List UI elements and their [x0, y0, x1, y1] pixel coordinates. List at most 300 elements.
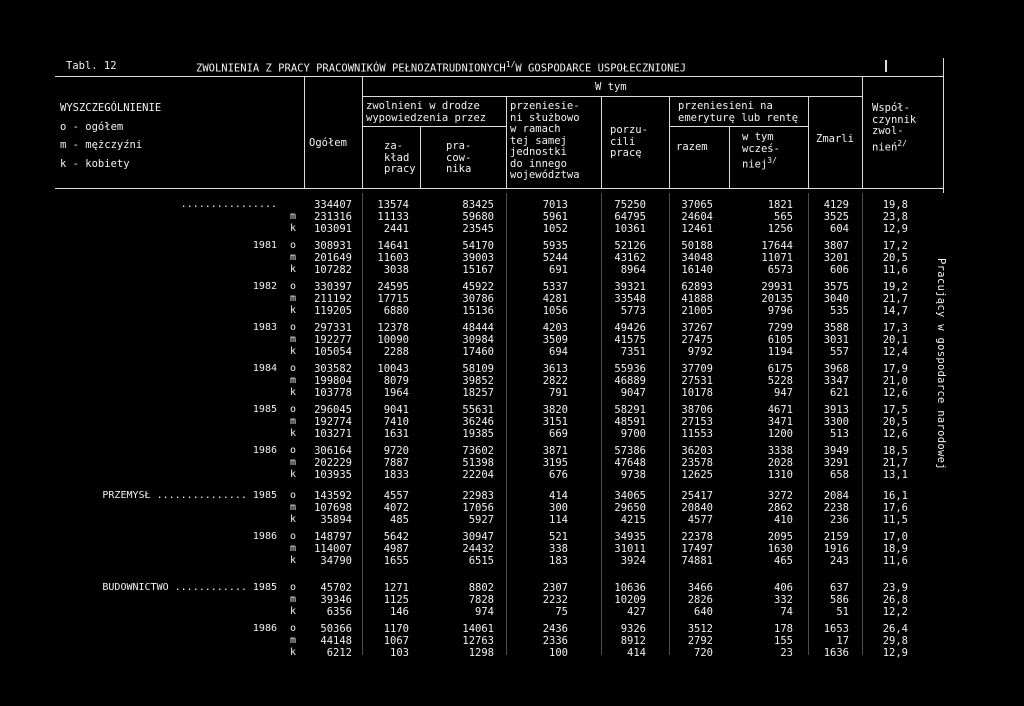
zaklad-line-2: kład	[384, 151, 410, 164]
row-type: m	[290, 416, 297, 427]
header-w-tym: W tym	[595, 81, 627, 93]
table-cell: 13,1	[882, 469, 908, 481]
table-cell: 1833	[383, 469, 409, 481]
table-cell: 64795	[614, 211, 646, 223]
wspolczynnik-word: nień	[872, 141, 898, 153]
row-label: 1986	[252, 623, 277, 634]
table-cell: 11,5	[882, 514, 908, 526]
table-cell: 658	[830, 469, 849, 481]
wspolczynnik-line-3: zwol-	[872, 125, 904, 137]
table-cell: 12,9	[882, 223, 908, 235]
table-cell: 1630	[767, 543, 793, 555]
table-cell: 25417	[681, 490, 713, 502]
table-cell: 338	[549, 543, 568, 555]
table-cell: 3871	[542, 445, 568, 457]
table-cell: 1631	[383, 428, 409, 440]
table-cell: 306164	[314, 445, 352, 457]
table-cell: 8964	[620, 264, 646, 276]
table-cell: 22983	[462, 490, 494, 502]
table-cell: 6356	[326, 606, 352, 618]
table-cell: 12378	[377, 322, 409, 334]
table-cell: 11133	[377, 211, 409, 223]
table-cell: 37267	[681, 322, 713, 334]
table-cell: 1056	[542, 305, 568, 317]
table-cell: 178	[774, 623, 793, 635]
table-cell: 485	[390, 514, 409, 526]
table-cell: 1125	[383, 594, 409, 606]
table-cell: 11,6	[882, 264, 908, 276]
table-cell: 1653	[823, 623, 849, 635]
table-cell: 12,6	[882, 387, 908, 399]
table-cell: 12625	[681, 469, 713, 481]
table-cell: 17	[836, 635, 849, 647]
table-cell: 4129	[823, 199, 849, 211]
table-cell: 9720	[383, 445, 409, 457]
porzucili-line-2: cili	[610, 135, 636, 148]
table-cell: 27531	[681, 375, 713, 387]
table-cell: 37065	[681, 199, 713, 211]
vrule-8	[808, 97, 809, 189]
row-label: 1986	[252, 445, 277, 456]
table-cell: 12,4	[882, 346, 908, 358]
table-cell: 17644	[761, 240, 793, 252]
table-cell: 691	[549, 264, 568, 276]
table-cell: 12,2	[882, 606, 908, 618]
table-cell: 1256	[767, 223, 793, 235]
table-cell: 3807	[823, 240, 849, 252]
row-type: k	[290, 514, 297, 525]
table-cell: 17460	[462, 346, 494, 358]
table-cell: 300	[549, 502, 568, 514]
row-type: m	[290, 502, 297, 513]
table-cell: 332	[774, 594, 793, 606]
table-cell: 39003	[462, 252, 494, 264]
table-cell: 5337	[542, 281, 568, 293]
table-cell: 2792	[687, 635, 713, 647]
table-cell: 694	[549, 346, 568, 358]
table-cell: 192774	[314, 416, 352, 428]
row-label: PRZEMYSŁ ............... 1985	[102, 490, 277, 501]
table-cell: 30947	[462, 531, 494, 543]
row-label: BUDOWNICTWO ............ 1985	[102, 582, 277, 593]
table-cell: 1200	[767, 428, 793, 440]
stub-header	[60, 103, 161, 170]
table-cell: 39852	[462, 375, 494, 387]
table-cell: 17,6	[882, 502, 908, 514]
table-cell: 29650	[614, 502, 646, 514]
table-cell: 3512	[687, 623, 713, 635]
table-cell: 10178	[681, 387, 713, 399]
table-cell: 3040	[823, 293, 849, 305]
table-cell: 3195	[542, 457, 568, 469]
row-type: k	[290, 606, 297, 617]
emerytura-line-1: przeniesieni na	[678, 100, 773, 112]
table-cell: 535	[830, 305, 849, 317]
table-cell: 74881	[681, 555, 713, 567]
table-cell: 24595	[377, 281, 409, 293]
table-cell: 7887	[383, 457, 409, 469]
table-cell: 3466	[687, 582, 713, 594]
zwolnieni-line-1: zwolnieni w drodze	[366, 100, 480, 112]
table-cell: 414	[627, 647, 646, 659]
table-cell: 199804	[314, 375, 352, 387]
row-type: m	[290, 457, 297, 468]
pracownika-line-1: pra-	[446, 140, 472, 152]
table-cell: 20840	[681, 502, 713, 514]
table-cell: 14061	[462, 623, 494, 635]
table-cell: 45702	[320, 582, 352, 594]
table-cell: 11553	[681, 428, 713, 440]
zaklad-line-3: pracy	[384, 163, 416, 175]
table-cell: 606	[830, 264, 849, 276]
table-cell: 3201	[823, 252, 849, 264]
table-cell: 3949	[823, 445, 849, 457]
table-cell: 3613	[542, 363, 568, 375]
table-cell: 8079	[383, 375, 409, 387]
table-cell: 10361	[614, 223, 646, 235]
table-cell: 5228	[767, 375, 793, 387]
table-cell: 2826	[687, 594, 713, 606]
table-cell: 24604	[681, 211, 713, 223]
table-cell: 146	[390, 606, 409, 618]
table-cell: 74	[780, 606, 793, 618]
table-cell: 17715	[377, 293, 409, 305]
body-separator	[862, 193, 863, 655]
table-cell: 46889	[614, 375, 646, 387]
table-cell: 8802	[468, 582, 494, 594]
vrule-right	[943, 58, 944, 193]
stub-legend-o: o - ogółem	[60, 120, 124, 133]
row-type: m	[290, 252, 297, 263]
table-cell: 6175	[767, 363, 793, 375]
row-type: o	[290, 281, 297, 292]
row-type: m	[290, 594, 297, 605]
table-cell: 9041	[383, 404, 409, 416]
table-cell: 791	[549, 387, 568, 399]
table-cell: 1271	[383, 582, 409, 594]
table-cell: 24432	[462, 543, 494, 555]
table-cell: 57386	[614, 445, 646, 457]
row-type: m	[290, 293, 297, 304]
table-cell: 6573	[767, 264, 793, 276]
page-mark	[885, 60, 887, 72]
table-cell: 12,9	[882, 647, 908, 659]
row-type: o	[290, 623, 297, 634]
table-cell: 36203	[681, 445, 713, 457]
table-cell: 5773	[620, 305, 646, 317]
table-cell: 183	[549, 555, 568, 567]
table-cell: 114007	[314, 543, 352, 555]
stub-title: WYSZCZEGÓLNIENIE	[60, 102, 162, 114]
header-wspolczynnik	[872, 103, 916, 154]
table-cell: 4215	[620, 514, 646, 526]
table-cell: 1821	[767, 199, 793, 211]
table-cell: 51	[836, 606, 849, 618]
table-title-text-2: W GOSPODARCE USPOŁECZNIONEJ	[515, 62, 687, 75]
table-cell: 11071	[761, 252, 793, 264]
table-cell: 2441	[383, 223, 409, 235]
row-type: m	[290, 635, 297, 646]
table-cell: 155	[774, 635, 793, 647]
table-cell: 107698	[314, 502, 352, 514]
table-cell: 20,1	[882, 334, 908, 346]
table-cell: 29931	[761, 281, 793, 293]
table-cell: 100	[549, 647, 568, 659]
table-cell: 2095	[767, 531, 793, 543]
table-cell: 3038	[383, 264, 409, 276]
table-cell: 9792	[687, 346, 713, 358]
table-cell: 39321	[614, 281, 646, 293]
row-type: k	[290, 223, 297, 234]
table-cell: 9326	[620, 623, 646, 635]
table-cell: 5244	[542, 252, 568, 264]
table-cell: 41888	[681, 293, 713, 305]
table-cell: 2336	[542, 635, 568, 647]
porzucili-line-1: porzu-	[610, 124, 648, 136]
header-top-rule	[55, 76, 943, 77]
table-cell: 10043	[377, 363, 409, 375]
table-cell: 21005	[681, 305, 713, 317]
table-cell: 18257	[462, 387, 494, 399]
table-cell: 103935	[314, 469, 352, 481]
table-cell: 103	[390, 647, 409, 659]
table-cell: 1067	[383, 635, 409, 647]
table-cell: 105054	[314, 346, 352, 358]
wczesniej-line-3	[742, 155, 780, 171]
table-cell: 20135	[761, 293, 793, 305]
table-cell: 27475	[681, 334, 713, 346]
header-zmarli: Zmarli	[816, 133, 854, 145]
table-cell: 58291	[614, 404, 646, 416]
table-cell: 3338	[767, 445, 793, 457]
table-cell: 7351	[620, 346, 646, 358]
table-cell: 23	[780, 647, 793, 659]
table-cell: 4671	[767, 404, 793, 416]
przeniesieni-line-5: jednostki	[510, 146, 567, 158]
table-cell: 5961	[542, 211, 568, 223]
table-cell: 3300	[823, 416, 849, 428]
table-cell: 637	[830, 582, 849, 594]
table-cell: 17056	[462, 502, 494, 514]
table-cell: 6515	[468, 555, 494, 567]
row-type: k	[290, 264, 297, 275]
side-caption: Pracujący w gospodarce narodowej	[935, 258, 947, 470]
table-cell: 720	[694, 647, 713, 659]
table-cell: 513	[830, 428, 849, 440]
table-cell: 2307	[542, 582, 568, 594]
row-type: k	[290, 387, 297, 398]
table-cell: 410	[774, 514, 793, 526]
table-cell: 26,4	[882, 623, 908, 635]
table-cell: 119205	[314, 305, 352, 317]
table-cell: 17,3	[882, 322, 908, 334]
table-cell: 465	[774, 555, 793, 567]
table-cell: 192277	[314, 334, 352, 346]
przeniesieni-line-6: do innego	[510, 157, 567, 170]
table-cell: 243	[830, 555, 849, 567]
table-cell: 9047	[620, 387, 646, 399]
table-cell: 3471	[767, 416, 793, 428]
table-cell: 303582	[314, 363, 352, 375]
table-cell: 4072	[383, 502, 409, 514]
table-cell: 12,6	[882, 428, 908, 440]
vrule-2	[362, 77, 363, 189]
table-cell: 31011	[614, 543, 646, 555]
table-cell: 3031	[823, 334, 849, 346]
table-cell: 13574	[377, 199, 409, 211]
table-cell: 19385	[462, 428, 494, 440]
table-cell: 297331	[314, 322, 352, 334]
table-cell: 54170	[462, 240, 494, 252]
porzucili-line-3: pracę	[610, 147, 642, 159]
table-cell: 334407	[314, 199, 352, 211]
header-razem: razem	[676, 141, 708, 153]
table-cell: 19,2	[882, 281, 908, 293]
przeniesieni-line-4: tej samej	[510, 134, 567, 147]
przeniesieni-line-2: ni służbowo	[510, 111, 580, 124]
table-cell: 3968	[823, 363, 849, 375]
emerytura-line-2: emeryturę lub rentę	[678, 111, 799, 124]
vrule-9	[862, 77, 863, 189]
table-cell: 20,5	[882, 252, 908, 264]
wczesniej-footnote: 3/	[767, 156, 777, 165]
row-label: 1983	[252, 322, 277, 333]
header-pracownika	[446, 141, 471, 176]
zwolnieni-line-2: wypowiedzenia przez	[366, 111, 487, 124]
row-label: ................	[180, 199, 277, 210]
row-type: k	[290, 346, 297, 357]
table-cell: 9700	[620, 428, 646, 440]
table-cell: 7013	[542, 199, 568, 211]
table-cell: 1964	[383, 387, 409, 399]
pracownika-line-3: nika	[446, 163, 472, 175]
table-cell: 41575	[614, 334, 646, 346]
table-cell: 18,9	[882, 543, 908, 555]
row-type: o	[290, 240, 297, 251]
table-cell: 27153	[681, 416, 713, 428]
vrule-6	[669, 97, 670, 189]
przeniesieni-line-1: przeniesie-	[510, 100, 580, 112]
pracownika-line-2: cow-	[446, 151, 472, 164]
row-label: 1985	[252, 404, 277, 415]
table-title-text: ZWOLNIENIA Z PRACY PRACOWNIKÓW PEŁNOZATRUDNIONYCH	[196, 62, 506, 75]
table-cell: 3347	[823, 375, 849, 387]
table-cell: 58109	[462, 363, 494, 375]
stub-legend-k: k - kobiety	[60, 157, 130, 170]
table-cell: 1194	[767, 346, 793, 358]
table-cell: 2436	[542, 623, 568, 635]
header-ogolem: Ogółem	[309, 137, 347, 149]
wczesniej-word: niej	[742, 158, 768, 171]
table-cell: 14,7	[882, 305, 908, 317]
table-cell: 20,5	[882, 416, 908, 428]
table-cell: 34065	[614, 490, 646, 502]
table-cell: 23578	[681, 457, 713, 469]
table-cell: 83425	[462, 199, 494, 211]
table-cell: 50366	[320, 623, 352, 635]
table-cell: 34048	[681, 252, 713, 264]
table-cell: 50188	[681, 240, 713, 252]
table-title	[196, 60, 686, 75]
table-cell: 202229	[314, 457, 352, 469]
table-cell: 521	[549, 531, 568, 543]
table-cell: 1298	[468, 647, 494, 659]
table-cell: 59680	[462, 211, 494, 223]
table-cell: 10636	[614, 582, 646, 594]
table-cell: 33548	[614, 293, 646, 305]
table-cell: 557	[830, 346, 849, 358]
table-cell: 11,6	[882, 555, 908, 567]
table-cell: 414	[549, 490, 568, 502]
row-label: 1982	[252, 281, 277, 292]
table-cell: 2028	[767, 457, 793, 469]
table-cell: 114	[549, 514, 568, 526]
table-cell: 947	[774, 387, 793, 399]
table-cell: 3924	[620, 555, 646, 567]
table-cell: 23545	[462, 223, 494, 235]
table-cell: 48444	[462, 322, 494, 334]
table-cell: 4557	[383, 490, 409, 502]
table-cell: 55631	[462, 404, 494, 416]
table-cell: 37709	[681, 363, 713, 375]
emerytura-rule	[670, 126, 808, 127]
body-separator	[362, 193, 363, 655]
table-cell: 143592	[314, 490, 352, 502]
table-cell: 17497	[681, 543, 713, 555]
body-separator	[601, 193, 602, 655]
table-cell: 231316	[314, 211, 352, 223]
table-cell: 10209	[614, 594, 646, 606]
table-cell: 44148	[320, 635, 352, 647]
table-cell: 49426	[614, 322, 646, 334]
table-cell: 3509	[542, 334, 568, 346]
table-cell: 586	[830, 594, 849, 606]
table-cell: 23,9	[882, 582, 908, 594]
table-cell: 3588	[823, 322, 849, 334]
table-cell: 43162	[614, 252, 646, 264]
row-type: k	[290, 305, 297, 316]
table-cell: 39346	[320, 594, 352, 606]
row-type: o	[290, 582, 297, 593]
table-cell: 3291	[823, 457, 849, 469]
table-cell: 604	[830, 223, 849, 235]
table-cell: 7299	[767, 322, 793, 334]
header-przeniesieni	[510, 101, 580, 182]
table-cell: 211192	[314, 293, 352, 305]
table-cell: 6212	[326, 647, 352, 659]
row-type: k	[290, 555, 297, 566]
table-cell: 21,7	[882, 293, 908, 305]
row-type: m	[290, 334, 297, 345]
header-porzucili	[610, 125, 648, 160]
table-cell: 35894	[320, 514, 352, 526]
row-type: o	[290, 322, 297, 333]
vrule-4	[506, 97, 507, 189]
vrule-7	[729, 127, 730, 189]
table-cell: 8912	[620, 635, 646, 647]
table-cell: 14641	[377, 240, 409, 252]
table-cell: 17,5	[882, 404, 908, 416]
table-cell: 103778	[314, 387, 352, 399]
table-cell: 406	[774, 582, 793, 594]
wczesniej-line-1: w tym	[742, 131, 774, 143]
table-cell: 19,8	[882, 199, 908, 211]
table-cell: 1170	[383, 623, 409, 635]
vrule-3	[420, 126, 421, 189]
table-cell: 1052	[542, 223, 568, 235]
table-cell: 29,8	[882, 635, 908, 647]
table-cell: 3913	[823, 404, 849, 416]
